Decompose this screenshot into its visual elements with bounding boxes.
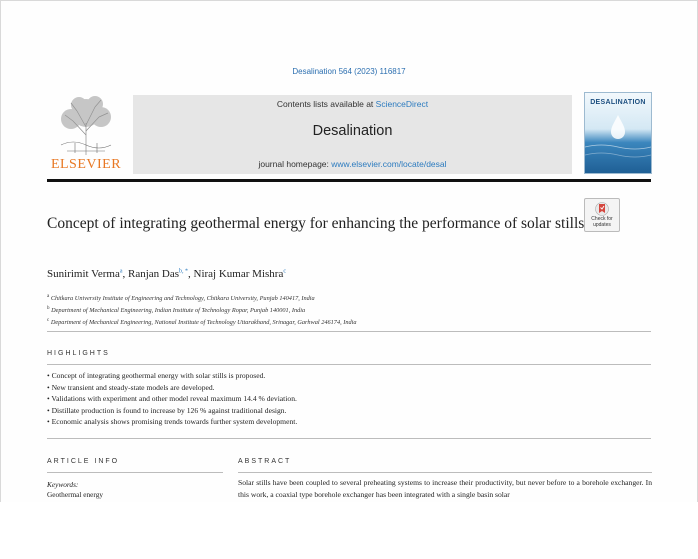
contents-line	[133, 99, 572, 109]
highlight-item: • Concept of integrating geothermal energy with solar stills is proposed.	[47, 371, 266, 380]
divider	[47, 438, 651, 439]
divider	[47, 472, 223, 473]
author-name[interactable]: Niraj Kumar Mishra	[193, 268, 284, 280]
homepage-line	[133, 159, 572, 169]
affiliation-text: Chitkara University Institute of Engineering and Technology, Chitkara University, Punjab 140417, India	[50, 295, 315, 303]
abstract-text: Solar stills have been coupled to several preheating systems to increase their productivity, but never before to a borehole exchanger. In this work, a coaxial type borehole exchanger has been integrated with a single basin solar	[238, 478, 652, 499]
elsevier-wordmark: ELSEVIER	[50, 157, 122, 172]
page-bottom-blank	[0, 502, 698, 559]
article-title: Concept of integrating geothermal energy for enhancing the performance of solar stills	[47, 215, 585, 232]
affiliation	[47, 304, 357, 316]
cover-title: DESALINATION	[590, 99, 646, 106]
author-list: Sunirimit Verma$^a$, Ranjan Das$^{b, *}$, Niraj Kumar Mishra$^c$	[47, 268, 286, 280]
elsevier-logo	[47, 95, 125, 175]
citation-link[interactable]: Desalination 564 (2023) 116817	[292, 67, 406, 76]
affiliation	[47, 292, 357, 304]
author-name[interactable]: Sunirimit Verma	[47, 268, 120, 280]
highlight-item: • Economic analysis shows promising trends towards further system development.	[47, 417, 298, 426]
contents-prefix: Contents lists available at	[276, 99, 376, 109]
check-for-updates-badge[interactable]	[584, 198, 620, 232]
highlight-item: • Validations with experiment and other model reveal maximum 14.4 % deviation.	[47, 394, 297, 403]
bookmark-check-icon	[594, 202, 610, 216]
highlight-text: Economic analysis shows promising trends towards further system development.	[51, 417, 298, 426]
elsevier-tree-icon	[53, 95, 119, 155]
highlight-text: Distillate production is found to increase by 126 % against traditional design.	[51, 405, 287, 415]
affiliation-text: Department of Mechanical Engineering, National Institute of Technology Uttarakhand, Srinagar, Garhwal 246174, India	[50, 319, 357, 327]
homepage-link[interactable]: www.elsevier.com/locate/desal	[331, 159, 447, 169]
badge-line-1: Check for	[591, 216, 613, 222]
author-affil-marker[interactable]: a	[119, 268, 123, 275]
abstract-heading: ABSTRACT	[238, 458, 292, 465]
divider	[47, 331, 651, 332]
affiliation-marker: b	[47, 306, 50, 312]
highlights-heading: HIGHLIGHTS	[47, 350, 110, 357]
highlight-item: • Distillate production is found to increase by 126 % against traditional design.	[47, 405, 287, 415]
author-affil-marker[interactable]: c	[283, 268, 286, 275]
header-rule	[47, 179, 651, 182]
highlight-text: Validations with experiment and other model reveal maximum 14.4 % deviation.	[51, 394, 297, 403]
highlight-text: Concept of integrating geothermal energy with solar stills is proposed.	[51, 371, 266, 380]
affiliation-marker: c	[47, 318, 50, 324]
article-info-heading: ARTICLE INFO	[47, 458, 120, 465]
author-affil-marker[interactable]: b, *	[179, 268, 189, 275]
highlight-item: • New transient and steady-state models are developed.	[47, 382, 215, 392]
affiliation-text: Department of Mechanical Engineering, Indian Institute of Technology Ropar, Punjab 140001, India	[51, 307, 306, 315]
affiliation-marker: a	[47, 294, 50, 299]
keyword-item[interactable]: Geothermal energy	[47, 490, 103, 499]
highlights-list	[47, 370, 297, 428]
sciencedirect-link[interactable]: ScienceDirect	[375, 99, 429, 109]
affiliation	[47, 316, 357, 328]
badge-line-2: updates	[593, 221, 611, 228]
homepage-prefix: journal homepage:	[258, 159, 332, 169]
journal-title: Desalination	[312, 123, 393, 139]
check-for-updates-label	[585, 217, 619, 228]
journal-banner	[133, 95, 572, 174]
journal-cover[interactable]	[584, 92, 652, 174]
affiliation-list	[47, 292, 357, 328]
divider	[47, 364, 651, 365]
highlight-text: New transient and steady-state models are developed.	[51, 382, 215, 392]
divider	[238, 472, 652, 473]
keywords-label: Keywords:	[47, 480, 79, 489]
author-name[interactable]: Ranjan Das	[128, 268, 180, 280]
